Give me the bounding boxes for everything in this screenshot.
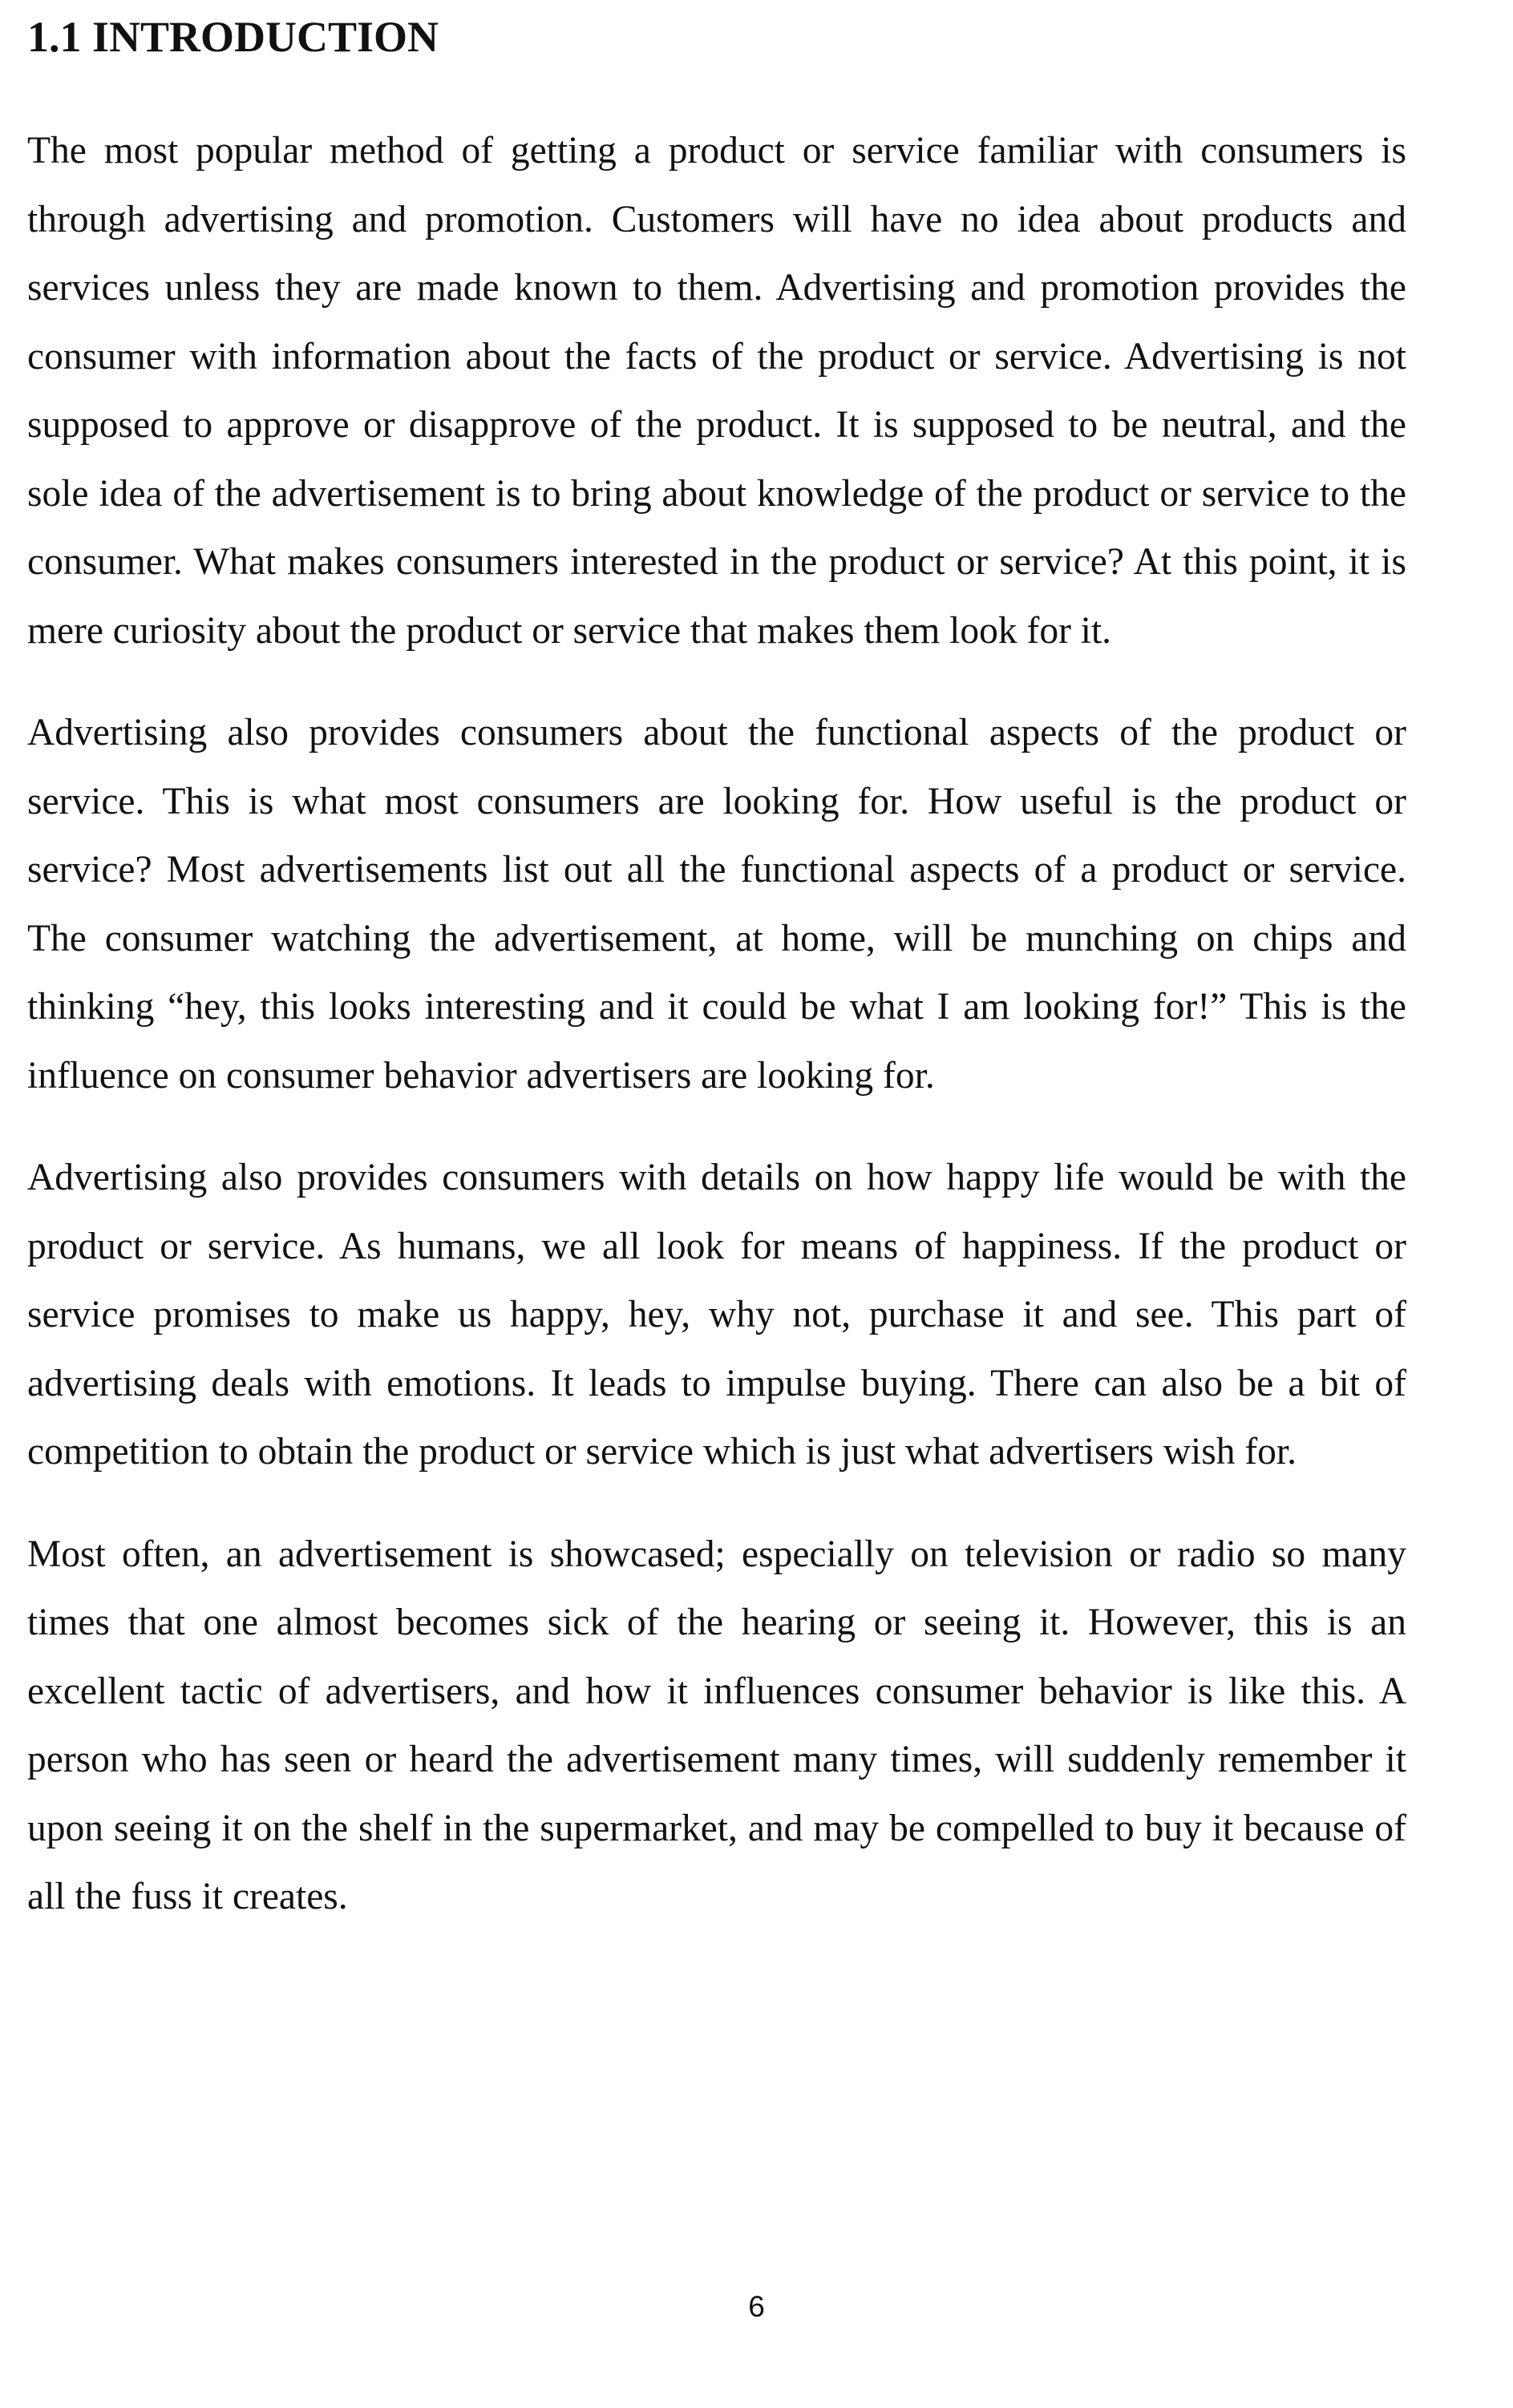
paragraph: Advertising also provides consumers with details on how happy life would be with the product or service. As humans, we all look for means of happiness. If the product or service promises to make us happy, hey, why not, purchase it and see. This part of advertising deals with emotions. It leads to impulse buying. There can also be a bit of competition to obtain the product or service which is just what advertisers wish for.: [27, 1157, 1406, 1473]
paragraph: Advertising also provides consumers about the functional aspects of the product or service. This is what most consumers are looking for. How useful is the product or service? Most advertisements list out all the functional aspects of a product or service. The consumer watching the advertisement, at home, will be munching on chips and thinking “hey, this looks interesting and it could be what I am looking for!” This is the influence on consumer behavior advertisers are looking for.: [27, 712, 1406, 1097]
section-heading: 1.1 INTRODUCTION: [27, 13, 439, 61]
page-number: 6: [748, 2290, 765, 2323]
paragraph: Most often, an advertisement is showcased; especially on television or radio so many times that one almost becomes sick of the hearing or seeing it. However, this is an excellent tactic of advertisers, and how it influences consumer behavior is like this. A person who has seen or heard the advertisement many times, will suddenly remember it upon seeing it on the shelf in the supermarket, and may be compelled to buy it because of all the fuss it creates.: [27, 1533, 1406, 1917]
paragraph: The most popular method of getting a product or service familiar with consumers is through advertising and promotion. Customers will have no idea about products and services unless they are made known to them. Advertising and promotion provides the consumer with information about the facts of the product or service. Advertising is not supposed to approve or disapprove of the product. It is supposed to be neutral, and the sole idea of the advertisement is to bring about knowledge of the product or service to the consumer. What makes consumers interested in the product or service? At this point, it is mere curiosity about the product or service that makes them look for it.: [27, 130, 1406, 652]
body-text: [27, 117, 1406, 1966]
